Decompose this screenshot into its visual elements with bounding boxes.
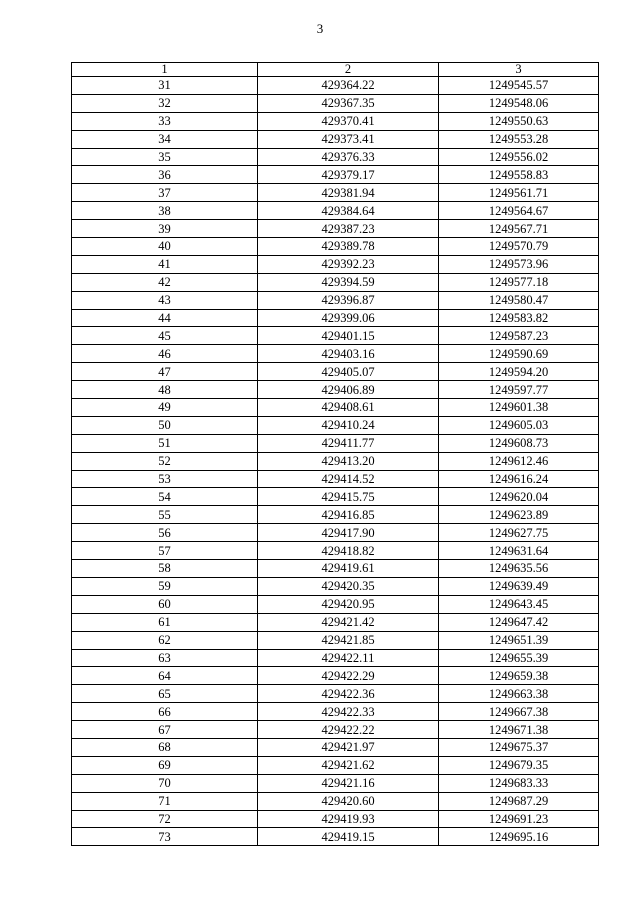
cell-x-coordinate: 429419.61 bbox=[258, 560, 439, 578]
cell-y-coordinate: 1249550.63 bbox=[439, 112, 599, 130]
cell-point-number: 62 bbox=[72, 631, 258, 649]
table-row bbox=[72, 238, 599, 256]
cell-point-number: 57 bbox=[72, 542, 258, 560]
cell-y-coordinate: 1249567.71 bbox=[439, 220, 599, 238]
cell-y-coordinate: 1249663.38 bbox=[439, 685, 599, 703]
cell-y-coordinate: 1249570.79 bbox=[439, 238, 599, 256]
cell-y-coordinate: 1249631.64 bbox=[439, 542, 599, 560]
table-row bbox=[72, 363, 599, 381]
table-row bbox=[72, 291, 599, 309]
table-row bbox=[72, 434, 599, 452]
cell-y-coordinate: 1249639.49 bbox=[439, 577, 599, 595]
cell-y-coordinate: 1249655.39 bbox=[439, 649, 599, 667]
cell-x-coordinate: 429418.82 bbox=[258, 542, 439, 560]
table-row bbox=[72, 273, 599, 291]
cell-point-number: 37 bbox=[72, 184, 258, 202]
cell-y-coordinate: 1249605.03 bbox=[439, 416, 599, 434]
cell-y-coordinate: 1249675.37 bbox=[439, 738, 599, 756]
cell-point-number: 31 bbox=[72, 77, 258, 95]
cell-x-coordinate: 429408.61 bbox=[258, 399, 439, 417]
cell-point-number: 41 bbox=[72, 255, 258, 273]
cell-y-coordinate: 1249616.24 bbox=[439, 470, 599, 488]
cell-y-coordinate: 1249643.45 bbox=[439, 595, 599, 613]
cell-x-coordinate: 429422.29 bbox=[258, 667, 439, 685]
cell-x-coordinate: 429422.11 bbox=[258, 649, 439, 667]
cell-point-number: 64 bbox=[72, 667, 258, 685]
cell-point-number: 71 bbox=[72, 792, 258, 810]
cell-y-coordinate: 1249651.39 bbox=[439, 631, 599, 649]
cell-x-coordinate: 429394.59 bbox=[258, 273, 439, 291]
cell-x-coordinate: 429389.78 bbox=[258, 238, 439, 256]
table-row bbox=[72, 166, 599, 184]
table-body bbox=[72, 77, 599, 846]
cell-point-number: 66 bbox=[72, 703, 258, 721]
cell-x-coordinate: 429387.23 bbox=[258, 220, 439, 238]
cell-point-number: 33 bbox=[72, 112, 258, 130]
cell-point-number: 42 bbox=[72, 273, 258, 291]
cell-y-coordinate: 1249635.56 bbox=[439, 560, 599, 578]
table-row bbox=[72, 685, 599, 703]
cell-point-number: 69 bbox=[72, 756, 258, 774]
table-row bbox=[72, 595, 599, 613]
cell-x-coordinate: 429419.15 bbox=[258, 828, 439, 846]
cell-x-coordinate: 429421.97 bbox=[258, 738, 439, 756]
cell-x-coordinate: 429421.16 bbox=[258, 774, 439, 792]
cell-point-number: 59 bbox=[72, 577, 258, 595]
cell-y-coordinate: 1249594.20 bbox=[439, 363, 599, 381]
cell-point-number: 44 bbox=[72, 309, 258, 327]
cell-point-number: 61 bbox=[72, 613, 258, 631]
table-row bbox=[72, 738, 599, 756]
cell-y-coordinate: 1249587.23 bbox=[439, 327, 599, 345]
cell-point-number: 72 bbox=[72, 810, 258, 828]
cell-x-coordinate: 429396.87 bbox=[258, 291, 439, 309]
column-header-y: 3 bbox=[439, 63, 599, 77]
cell-point-number: 65 bbox=[72, 685, 258, 703]
cell-point-number: 58 bbox=[72, 560, 258, 578]
cell-point-number: 54 bbox=[72, 488, 258, 506]
page-number: 3 bbox=[316, 21, 324, 36]
cell-point-number: 68 bbox=[72, 738, 258, 756]
cell-x-coordinate: 429422.22 bbox=[258, 721, 439, 739]
cell-x-coordinate: 429405.07 bbox=[258, 363, 439, 381]
cell-point-number: 40 bbox=[72, 238, 258, 256]
table-row bbox=[72, 756, 599, 774]
cell-x-coordinate: 429422.33 bbox=[258, 703, 439, 721]
table-row bbox=[72, 345, 599, 363]
cell-x-coordinate: 429420.95 bbox=[258, 595, 439, 613]
table-row bbox=[72, 524, 599, 542]
cell-point-number: 55 bbox=[72, 506, 258, 524]
table-row bbox=[72, 112, 599, 130]
cell-x-coordinate: 429401.15 bbox=[258, 327, 439, 345]
table-header bbox=[72, 63, 599, 77]
cell-y-coordinate: 1249683.33 bbox=[439, 774, 599, 792]
cell-y-coordinate: 1249623.89 bbox=[439, 506, 599, 524]
cell-y-coordinate: 1249553.28 bbox=[439, 130, 599, 148]
table-row bbox=[72, 184, 599, 202]
cell-x-coordinate: 429411.77 bbox=[258, 434, 439, 452]
table-row bbox=[72, 130, 599, 148]
cell-point-number: 60 bbox=[72, 595, 258, 613]
cell-y-coordinate: 1249601.38 bbox=[439, 399, 599, 417]
cell-y-coordinate: 1249695.16 bbox=[439, 828, 599, 846]
cell-point-number: 53 bbox=[72, 470, 258, 488]
cell-point-number: 35 bbox=[72, 148, 258, 166]
table-row bbox=[72, 77, 599, 95]
cell-y-coordinate: 1249561.71 bbox=[439, 184, 599, 202]
cell-y-coordinate: 1249558.83 bbox=[439, 166, 599, 184]
cell-x-coordinate: 429364.22 bbox=[258, 77, 439, 95]
table-row bbox=[72, 810, 599, 828]
cell-y-coordinate: 1249580.47 bbox=[439, 291, 599, 309]
table-row bbox=[72, 399, 599, 417]
cell-point-number: 46 bbox=[72, 345, 258, 363]
cell-x-coordinate: 429415.75 bbox=[258, 488, 439, 506]
table-row bbox=[72, 774, 599, 792]
cell-y-coordinate: 1249671.38 bbox=[439, 721, 599, 739]
cell-x-coordinate: 429379.17 bbox=[258, 166, 439, 184]
cell-y-coordinate: 1249647.42 bbox=[439, 613, 599, 631]
cell-x-coordinate: 429376.33 bbox=[258, 148, 439, 166]
cell-x-coordinate: 429399.06 bbox=[258, 309, 439, 327]
cell-x-coordinate: 429420.60 bbox=[258, 792, 439, 810]
cell-y-coordinate: 1249627.75 bbox=[439, 524, 599, 542]
table-row bbox=[72, 202, 599, 220]
cell-point-number: 52 bbox=[72, 452, 258, 470]
cell-point-number: 49 bbox=[72, 399, 258, 417]
cell-x-coordinate: 429367.35 bbox=[258, 94, 439, 112]
table-row bbox=[72, 488, 599, 506]
cell-x-coordinate: 429421.42 bbox=[258, 613, 439, 631]
table-row bbox=[72, 542, 599, 560]
cell-x-coordinate: 429413.20 bbox=[258, 452, 439, 470]
table-row bbox=[72, 148, 599, 166]
cell-x-coordinate: 429414.52 bbox=[258, 470, 439, 488]
table-row bbox=[72, 560, 599, 578]
cell-point-number: 47 bbox=[72, 363, 258, 381]
cell-x-coordinate: 429370.41 bbox=[258, 112, 439, 130]
table-row bbox=[72, 828, 599, 846]
table-row bbox=[72, 94, 599, 112]
cell-y-coordinate: 1249573.96 bbox=[439, 255, 599, 273]
table-row bbox=[72, 255, 599, 273]
cell-x-coordinate: 429422.36 bbox=[258, 685, 439, 703]
cell-point-number: 63 bbox=[72, 649, 258, 667]
table-row bbox=[72, 703, 599, 721]
table-row bbox=[72, 667, 599, 685]
cell-point-number: 45 bbox=[72, 327, 258, 345]
cell-x-coordinate: 429421.62 bbox=[258, 756, 439, 774]
column-header-point-number: 1 bbox=[72, 63, 258, 77]
cell-y-coordinate: 1249608.73 bbox=[439, 434, 599, 452]
cell-x-coordinate: 429384.64 bbox=[258, 202, 439, 220]
cell-point-number: 56 bbox=[72, 524, 258, 542]
cell-y-coordinate: 1249564.67 bbox=[439, 202, 599, 220]
table-row bbox=[72, 327, 599, 345]
cell-x-coordinate: 429406.89 bbox=[258, 381, 439, 399]
cell-x-coordinate: 429416.85 bbox=[258, 506, 439, 524]
cell-point-number: 36 bbox=[72, 166, 258, 184]
cell-point-number: 50 bbox=[72, 416, 258, 434]
table-row bbox=[72, 416, 599, 434]
table-row bbox=[72, 309, 599, 327]
cell-y-coordinate: 1249691.23 bbox=[439, 810, 599, 828]
cell-y-coordinate: 1249679.35 bbox=[439, 756, 599, 774]
cell-point-number: 39 bbox=[72, 220, 258, 238]
cell-y-coordinate: 1249667.38 bbox=[439, 703, 599, 721]
table-row bbox=[72, 470, 599, 488]
cell-y-coordinate: 1249556.02 bbox=[439, 148, 599, 166]
coordinates-table bbox=[71, 62, 599, 846]
table-row bbox=[72, 577, 599, 595]
cell-x-coordinate: 429421.85 bbox=[258, 631, 439, 649]
cell-point-number: 38 bbox=[72, 202, 258, 220]
cell-point-number: 48 bbox=[72, 381, 258, 399]
cell-y-coordinate: 1249583.82 bbox=[439, 309, 599, 327]
column-header-x: 2 bbox=[258, 63, 439, 77]
cell-point-number: 34 bbox=[72, 130, 258, 148]
cell-x-coordinate: 429410.24 bbox=[258, 416, 439, 434]
cell-x-coordinate: 429403.16 bbox=[258, 345, 439, 363]
cell-x-coordinate: 429373.41 bbox=[258, 130, 439, 148]
cell-point-number: 32 bbox=[72, 94, 258, 112]
table-row bbox=[72, 649, 599, 667]
cell-y-coordinate: 1249687.29 bbox=[439, 792, 599, 810]
cell-y-coordinate: 1249590.69 bbox=[439, 345, 599, 363]
table-row bbox=[72, 613, 599, 631]
cell-point-number: 67 bbox=[72, 721, 258, 739]
cell-x-coordinate: 429392.23 bbox=[258, 255, 439, 273]
table-row bbox=[72, 631, 599, 649]
cell-y-coordinate: 1249659.38 bbox=[439, 667, 599, 685]
table-row bbox=[72, 721, 599, 739]
cell-y-coordinate: 1249597.77 bbox=[439, 381, 599, 399]
cell-point-number: 51 bbox=[72, 434, 258, 452]
cell-y-coordinate: 1249577.18 bbox=[439, 273, 599, 291]
cell-point-number: 73 bbox=[72, 828, 258, 846]
cell-y-coordinate: 1249612.46 bbox=[439, 452, 599, 470]
cell-y-coordinate: 1249620.04 bbox=[439, 488, 599, 506]
cell-point-number: 70 bbox=[72, 774, 258, 792]
cell-x-coordinate: 429417.90 bbox=[258, 524, 439, 542]
table-row bbox=[72, 452, 599, 470]
table-row bbox=[72, 792, 599, 810]
cell-y-coordinate: 1249545.57 bbox=[439, 77, 599, 95]
cell-x-coordinate: 429381.94 bbox=[258, 184, 439, 202]
table-row bbox=[72, 381, 599, 399]
table-header-row bbox=[72, 63, 599, 77]
table-row bbox=[72, 220, 599, 238]
cell-x-coordinate: 429420.35 bbox=[258, 577, 439, 595]
cell-x-coordinate: 429419.93 bbox=[258, 810, 439, 828]
cell-y-coordinate: 1249548.06 bbox=[439, 94, 599, 112]
cell-point-number: 43 bbox=[72, 291, 258, 309]
table-row bbox=[72, 506, 599, 524]
